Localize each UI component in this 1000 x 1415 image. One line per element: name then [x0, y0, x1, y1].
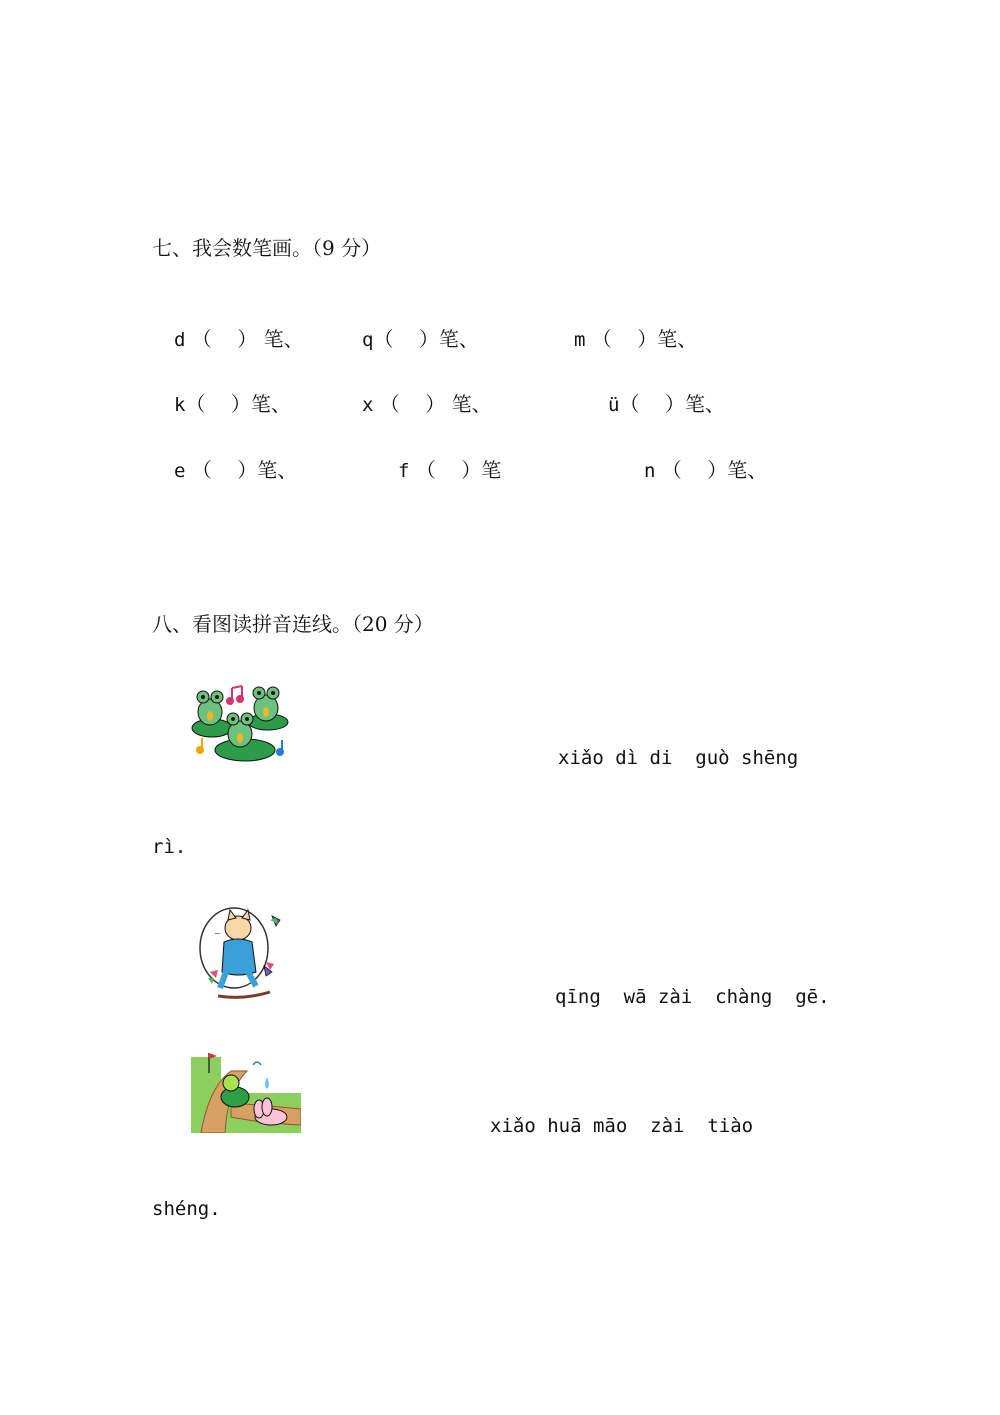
- stroke-item-n: [644, 458, 767, 483]
- cat-jumping-rope-image: [194, 906, 292, 1004]
- stroke-unit: 笔、: [684, 392, 725, 416]
- stroke-item-k: [174, 392, 291, 417]
- pinyin-letter: x: [362, 394, 374, 416]
- answer-blank[interactable]: （ ）: [409, 458, 482, 482]
- stroke-item-e: [174, 458, 297, 483]
- answer-blank[interactable]: （ ）: [185, 458, 258, 482]
- answer-blank[interactable]: （ ）: [655, 458, 728, 482]
- pinyin-letter: q: [362, 329, 374, 351]
- pinyin-letter: d: [174, 329, 186, 351]
- pinyin-letter: k: [174, 394, 186, 416]
- stroke-unit: 笔、: [250, 392, 291, 416]
- answer-blank[interactable]: （ ）: [185, 392, 251, 416]
- stroke-item-u-umlaut: [608, 392, 725, 417]
- answer-blank[interactable]: （ ）: [373, 392, 452, 416]
- answer-blank[interactable]: （ ）: [185, 327, 264, 351]
- pinyin-letter: n: [644, 460, 656, 482]
- pinyin-sentence-1-line-1[interactable]: xiǎo dì di guò shēng: [558, 747, 799, 769]
- pinyin-sentence-1-line-2: rì.: [152, 836, 187, 858]
- stroke-unit: 笔、: [438, 327, 479, 351]
- answer-blank[interactable]: （ ）: [619, 392, 685, 416]
- turtle-rabbit-race-image: [191, 1047, 301, 1133]
- stroke-item-x: [362, 392, 492, 417]
- pinyin-letter: f: [398, 460, 410, 482]
- stroke-unit: 笔、: [451, 392, 492, 416]
- svg-text:~: ~: [214, 929, 221, 938]
- stroke-item-m: [574, 327, 697, 352]
- section-8-title: 八、看图读拼音连线。（20 分）: [152, 612, 434, 636]
- stroke-item-q: [362, 327, 479, 352]
- section-7-title: 七、我会数笔画。（9 分）: [152, 236, 382, 260]
- answer-blank[interactable]: （ ）: [373, 327, 439, 351]
- pinyin-letter: ü: [608, 394, 620, 416]
- pinyin-letter: e: [174, 460, 186, 482]
- answer-blank[interactable]: （ ）: [585, 327, 658, 351]
- stroke-item-d: [174, 327, 304, 352]
- frogs-singing-image: [190, 684, 300, 764]
- stroke-unit: 笔: [481, 458, 502, 482]
- pinyin-sentence-3-line-2: shéng.: [152, 1198, 221, 1220]
- pinyin-sentence-3-line-1[interactable]: xiǎo huā māo zài tiào: [490, 1115, 754, 1137]
- pinyin-letter: m: [574, 329, 586, 351]
- stroke-unit: 笔、: [727, 458, 768, 482]
- stroke-unit: 笔、: [263, 327, 304, 351]
- stroke-unit: 笔、: [257, 458, 298, 482]
- stroke-item-f: [398, 458, 501, 483]
- stroke-unit: 笔、: [657, 327, 698, 351]
- pinyin-sentence-2[interactable]: qīng wā zài chàng gē.: [555, 986, 830, 1008]
